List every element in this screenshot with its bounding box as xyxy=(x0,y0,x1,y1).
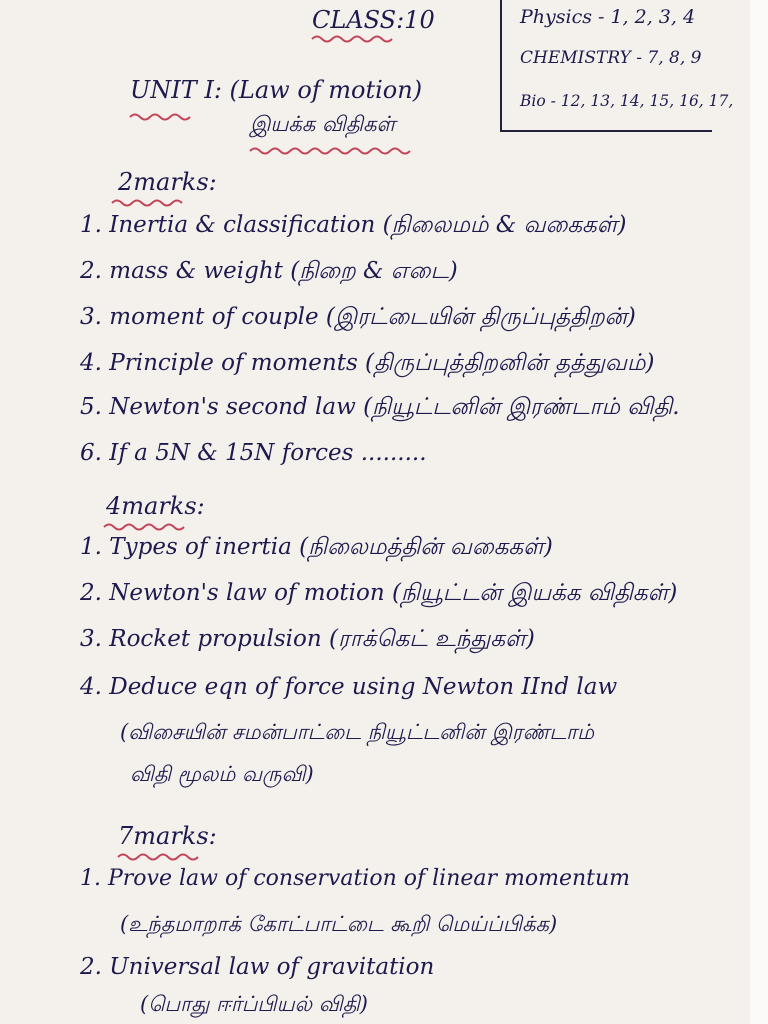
two-marks-item-5: 5. Newton's second law (நியூட்டனின் இரண்டாம் விதி. xyxy=(80,394,680,420)
seven-marks-item-2-tamil: (பொது ஈர்ப்பியல் விதி) xyxy=(140,992,368,1016)
two-marks-item-3: 3. moment of couple (இரட்டையின் திருப்புத்திறன்) xyxy=(80,304,636,330)
two-marks-item-2: 2. mass & weight (நிறை & எடை) xyxy=(80,258,458,284)
four-marks-item-4-tamil-1: (விசையின் சமன்பாட்டை நியூட்டனின் இரண்டாம் xyxy=(120,720,595,744)
class-underline xyxy=(312,34,392,44)
seven-marks-underline xyxy=(118,852,198,862)
four-marks-item-3: 3. Rocket propulsion (ராக்கெட் உந்துகள்) xyxy=(80,626,535,652)
unit-title: UNIT I: (Law of motion) xyxy=(130,76,423,104)
four-marks-heading: 4marks: xyxy=(106,492,205,520)
four-marks-item-1: 1. Types of inertia (நிலைமத்தின் வகைகள்) xyxy=(80,534,553,560)
subject-box xyxy=(500,0,734,132)
seven-marks-item-1-tamil: (உந்தமாறாக் கோட்பாட்டை கூறி மெய்ப்பிக்க) xyxy=(120,912,558,936)
unit-title-tamil: இயக்க விதிகள் xyxy=(250,112,396,136)
four-marks-item-4-tamil-2: விதி மூலம் வருவி) xyxy=(130,762,314,786)
seven-marks-item-2: 2. Universal law of gravitation xyxy=(80,954,435,980)
four-marks-item-2: 2. Newton's law of motion (நியூட்டன் இயக்க விதிகள்) xyxy=(80,580,678,606)
seven-marks-item-1: 1. Prove law of conservation of linear momentum xyxy=(80,866,631,891)
four-marks-item-4: 4. Deduce eqn of force using Newton IInd law xyxy=(80,674,618,700)
two-marks-heading: 2marks: xyxy=(118,168,217,196)
two-marks-item-4: 4. Principle of moments (திருப்புத்திறனின் தத்துவம்) xyxy=(80,350,655,376)
two-marks-item-1: 1. Inertia & classification (நிலைமம் & வகைகள்) xyxy=(80,212,627,238)
two-marks-underline xyxy=(112,198,182,208)
tamil-underline xyxy=(250,146,410,156)
seven-marks-heading: 7marks: xyxy=(118,822,217,850)
page-edge xyxy=(750,0,768,1024)
chemistry-line: CHEMISTRY - 7, 8, 9 xyxy=(520,48,702,68)
unit-underline xyxy=(130,112,190,122)
bio-line: Bio - 12, 13, 14, 15, 16, 17, xyxy=(520,92,734,110)
physics-line: Physics - 1, 2, 3, 4 xyxy=(520,6,696,28)
two-marks-item-6: 6. If a 5N & 15N forces ......... xyxy=(80,440,427,466)
four-marks-underline xyxy=(104,522,184,532)
class-label: CLASS:10 xyxy=(312,6,435,34)
